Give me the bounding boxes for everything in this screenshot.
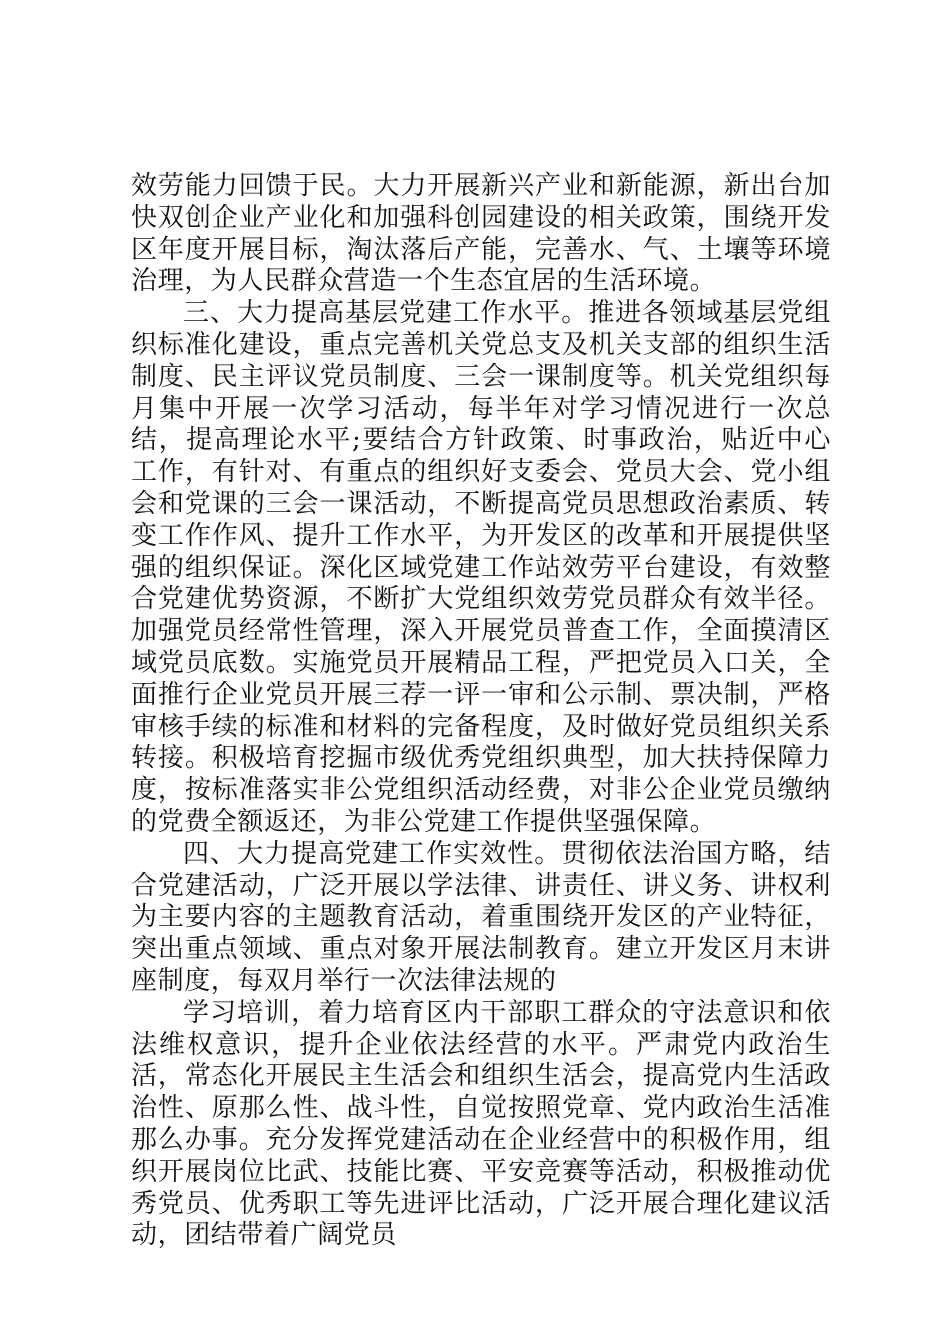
paragraph-4: 学习培训，着力培育区内干部职工群众的守法意识和依法维权意识，提升企业依法经营的水平。严肃党内政治生活，常态化开展民主生活会和组织生活会，提高党内生活政治性、原那么性、战斗性，自觉按照党章、党内政治生活准那么办事。充分发挥党建活动在企业经营中的积极作用，组织开展岗位比武、技能比赛、平安竞赛等活动，积极推动优秀党员、优秀职工等先进评比活动，广泛开展合理化建议活动，团结带着广阔党员 [131,997,831,1251]
document-body [131,171,831,1252]
paragraph-1: 效劳能力回馈于民。大力开展新兴产业和新能源，新出台加快双创企业产业化和加强科创园建设的相关政策，围绕开发区年度开展目标，淘汰落后产能，完善水、气、土壤等环境治理，为人民群众营造一个生态宜居的生活环境。 [131,171,831,297]
paragraph-3: 四、大力提高党建工作实效性。贯彻依法治国方略，结合党建活动，广泛开展以学法律、讲责任、讲义务、讲权利为主要内容的主题教育活动，着重围绕开发区的产业特征，突出重点领域、重点对象开展法制教育。建立开发区月末讲座制度，每双月举行一次法律法规的 [131,838,831,996]
paragraph-2: 三、大力提高基层党建工作水平。推进各领域基层党组织标准化建设，重点完善机关党总支及机关支部的组织生活制度、民主评议党员制度、三会一课制度等。机关党组织每月集中开展一次学习活动，每半年对学习情况进行一次总结，提高理论水平;要结合方针政策、时事政治，贴近中心工作，有针对、有重点的组织好支委会、党员大会、党小组会和党课的三会一课活动，不断提高党员思想政治素质、转变工作作风、提升工作水平，为开发区的改革和开展提供坚强的组织保证。深化区域党建工作站效劳平台建设，有效整合党建优势资源，不断扩大党组织效劳党员群众有效半径。加强党员经常性管理，深入开展党员普查工作，全面摸清区域党员底数。实施党员开展精品工程，严把党员入口关，全面推行企业党员开展三荐一评一审和公示制、票决制，严格审核手续的标准和材料的完备程度，及时做好党员组织关系转接。积极培育挖掘市级优秀党组织典型，加大扶持保障力度，按标准落实非公党组织活动经费，对非公企业党员缴纳的党费全额返还，为非公党建工作提供坚强保障。 [131,298,831,837]
